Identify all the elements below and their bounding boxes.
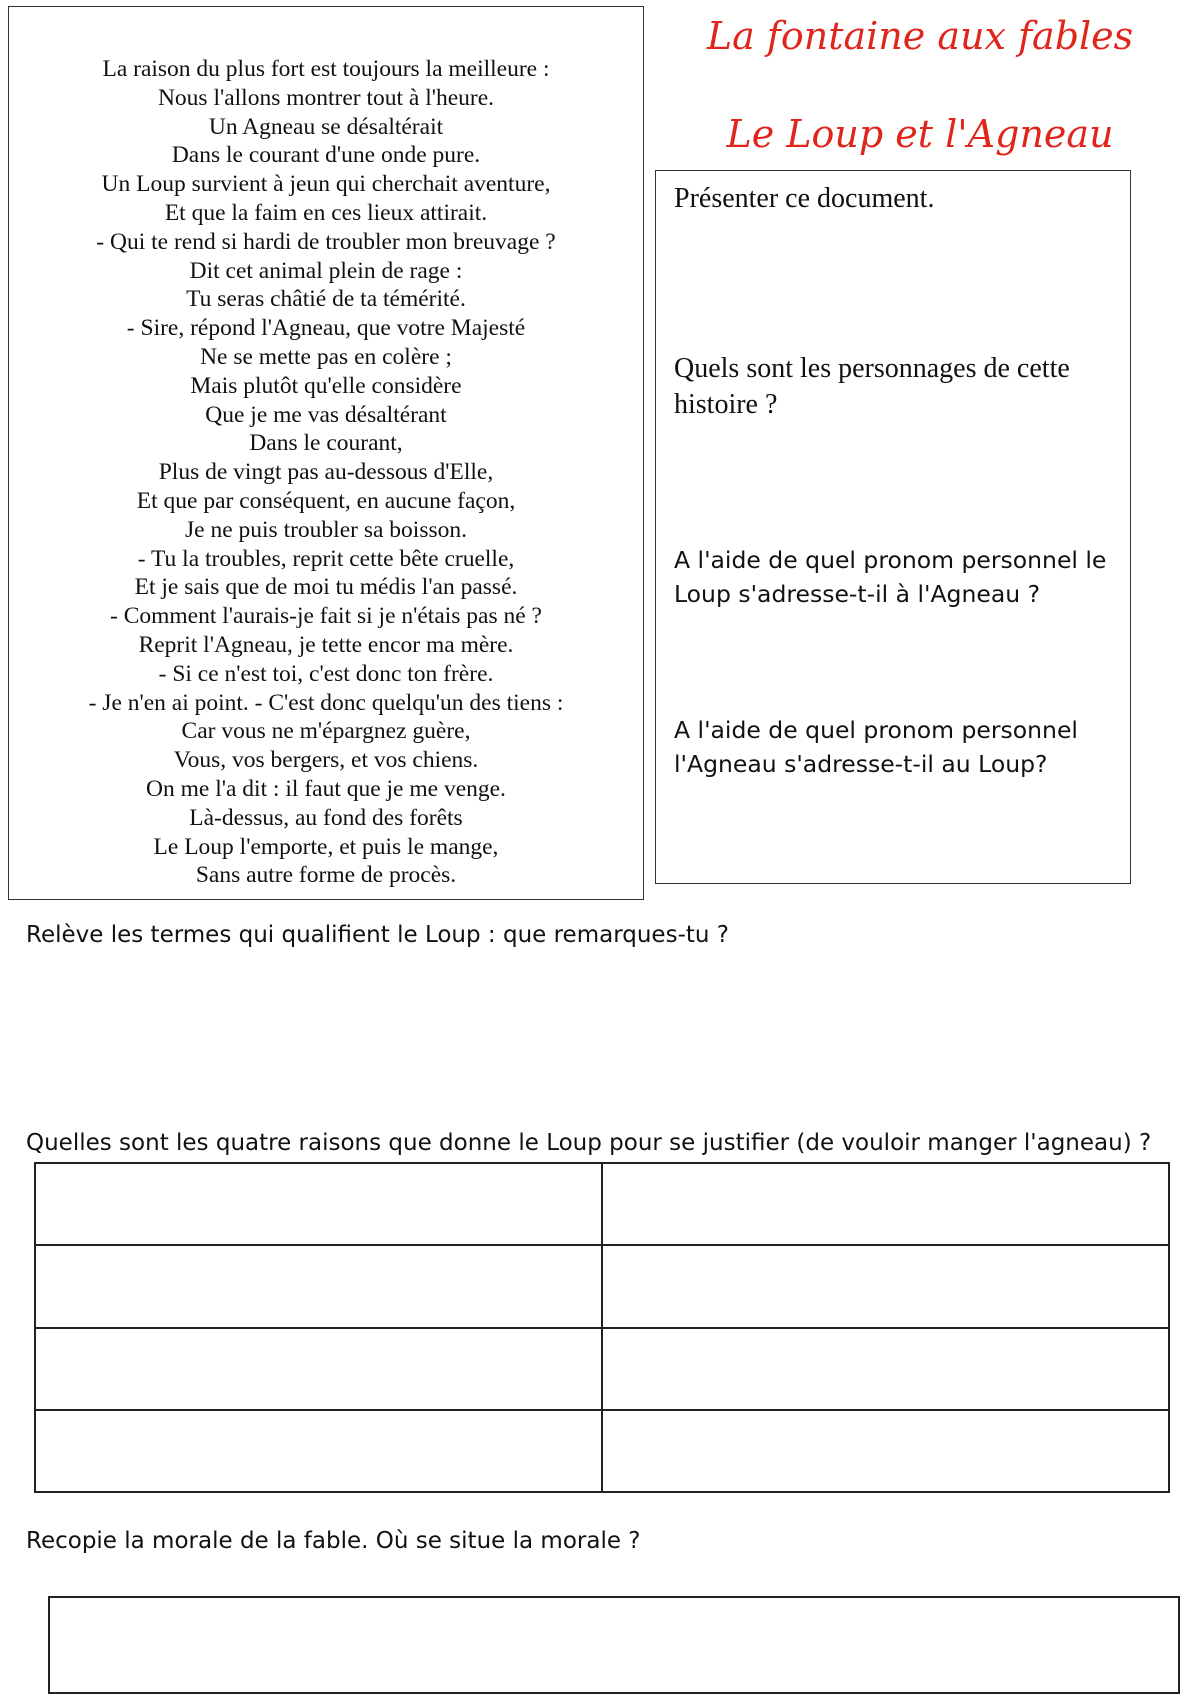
question-wolf-pronoun: A l'aide de quel pronom personnel le Loup s'adresse-t-il à l'Agneau ? bbox=[674, 546, 1107, 608]
poem-line: Le Loup l'emporte, et puis le mange, bbox=[153, 833, 499, 860]
answer-cell[interactable] bbox=[35, 1410, 602, 1492]
table-row bbox=[35, 1410, 1169, 1492]
poem-text bbox=[9, 55, 643, 890]
poem-line: - Qui te rend si hardi de troubler mon breuvage ? bbox=[96, 228, 556, 255]
table-row bbox=[35, 1245, 1169, 1327]
poem-line: - Tu la troubles, reprit cette bête cruelle, bbox=[137, 545, 515, 572]
page-title: La fontaine aux fables bbox=[706, 14, 1134, 58]
poem-line: Que je me vas désaltérant bbox=[205, 401, 447, 428]
poem-line: Reprit l'Agneau, je tette encor ma mère. bbox=[138, 631, 514, 658]
poem-line: On me l'a dit : il faut que je me venge. bbox=[146, 775, 506, 802]
answer-cell[interactable] bbox=[602, 1410, 1169, 1492]
question-lamb-pronoun: A l'aide de quel pronom personnel l'Agneau s'adresse-t-il au Loup? bbox=[674, 716, 1078, 778]
fable-title: Le Loup et l'Agneau bbox=[726, 112, 1114, 156]
poem-line: Car vous ne m'épargnez guère, bbox=[181, 718, 471, 745]
answer-cell[interactable] bbox=[602, 1245, 1169, 1327]
poem-line: - Comment l'aurais-je fait si je n'étais pas né ? bbox=[110, 603, 542, 630]
poem-line: - Sire, répond l'Agneau, que votre Majesté bbox=[126, 315, 526, 342]
answer-grid bbox=[34, 1162, 1170, 1493]
poem-line: Sans autre forme de procès. bbox=[195, 862, 457, 889]
poem-line: Ne se mette pas en colère ; bbox=[200, 343, 452, 370]
poem-line: Dans le courant, bbox=[249, 430, 403, 457]
poem-line: - Je n'en ai point. - C'est donc quelqu'un des tiens : bbox=[88, 689, 564, 716]
poem-line: Et que par conséquent, en aucune façon, bbox=[136, 487, 516, 514]
question-characters: Quels sont les personnages de cette histoire ? bbox=[674, 353, 1070, 420]
poem-line: Vous, vos bergers, et vos chiens. bbox=[173, 747, 479, 774]
answer-cell[interactable] bbox=[35, 1163, 602, 1245]
poem-line: Nous l'allons montrer tout à l'heure. bbox=[157, 84, 495, 111]
poem-line: Et que la faim en ces lieux attirait. bbox=[164, 199, 488, 226]
question-wolf-terms: Relève les termes qui qualifient le Loup : que remarques-tu ? bbox=[26, 922, 729, 948]
poem-line: - Si ce n'est toi, c'est donc ton frère. bbox=[158, 660, 494, 687]
question-four-reasons: Quelles sont les quatre raisons que donne le Loup pour se justifier (de vouloir manger l'agneau) ? bbox=[26, 1130, 1152, 1156]
poem-line: Un Agneau se désaltérait bbox=[208, 113, 444, 140]
poem-box bbox=[8, 6, 644, 900]
question-morale: Recopie la morale de la fable. Où se situe la morale ? bbox=[26, 1528, 641, 1554]
poem-line: Tu seras châtié de ta témérité. bbox=[186, 286, 466, 313]
question-present: Présenter ce document. bbox=[674, 183, 935, 214]
poem-line: Dans le courant d'une onde pure. bbox=[171, 142, 481, 169]
answer-cell[interactable] bbox=[35, 1245, 602, 1327]
poem-line: Dit cet animal plein de rage : bbox=[189, 257, 463, 284]
morale-answer-box[interactable] bbox=[48, 1596, 1180, 1694]
poem-line: Je ne puis troubler sa boisson. bbox=[185, 516, 467, 543]
table-row bbox=[35, 1163, 1169, 1245]
poem-line: Un Loup survient à jeun qui cherchait aventure, bbox=[101, 171, 551, 198]
table-row bbox=[35, 1328, 1169, 1410]
answer-cell[interactable] bbox=[35, 1328, 602, 1410]
answer-cell[interactable] bbox=[602, 1328, 1169, 1410]
answer-cell[interactable] bbox=[602, 1163, 1169, 1245]
poem-line: Mais plutôt qu'elle considère bbox=[190, 372, 462, 399]
poem-line: Et je sais que de moi tu médis l'an passé. bbox=[134, 574, 518, 601]
questions-box bbox=[655, 170, 1131, 884]
poem-line: Plus de vingt pas au-dessous d'Elle, bbox=[158, 459, 494, 486]
poem-line: Là-dessus, au fond des forêts bbox=[189, 804, 463, 831]
poem-line: La raison du plus fort est toujours la meilleure : bbox=[102, 56, 550, 82]
